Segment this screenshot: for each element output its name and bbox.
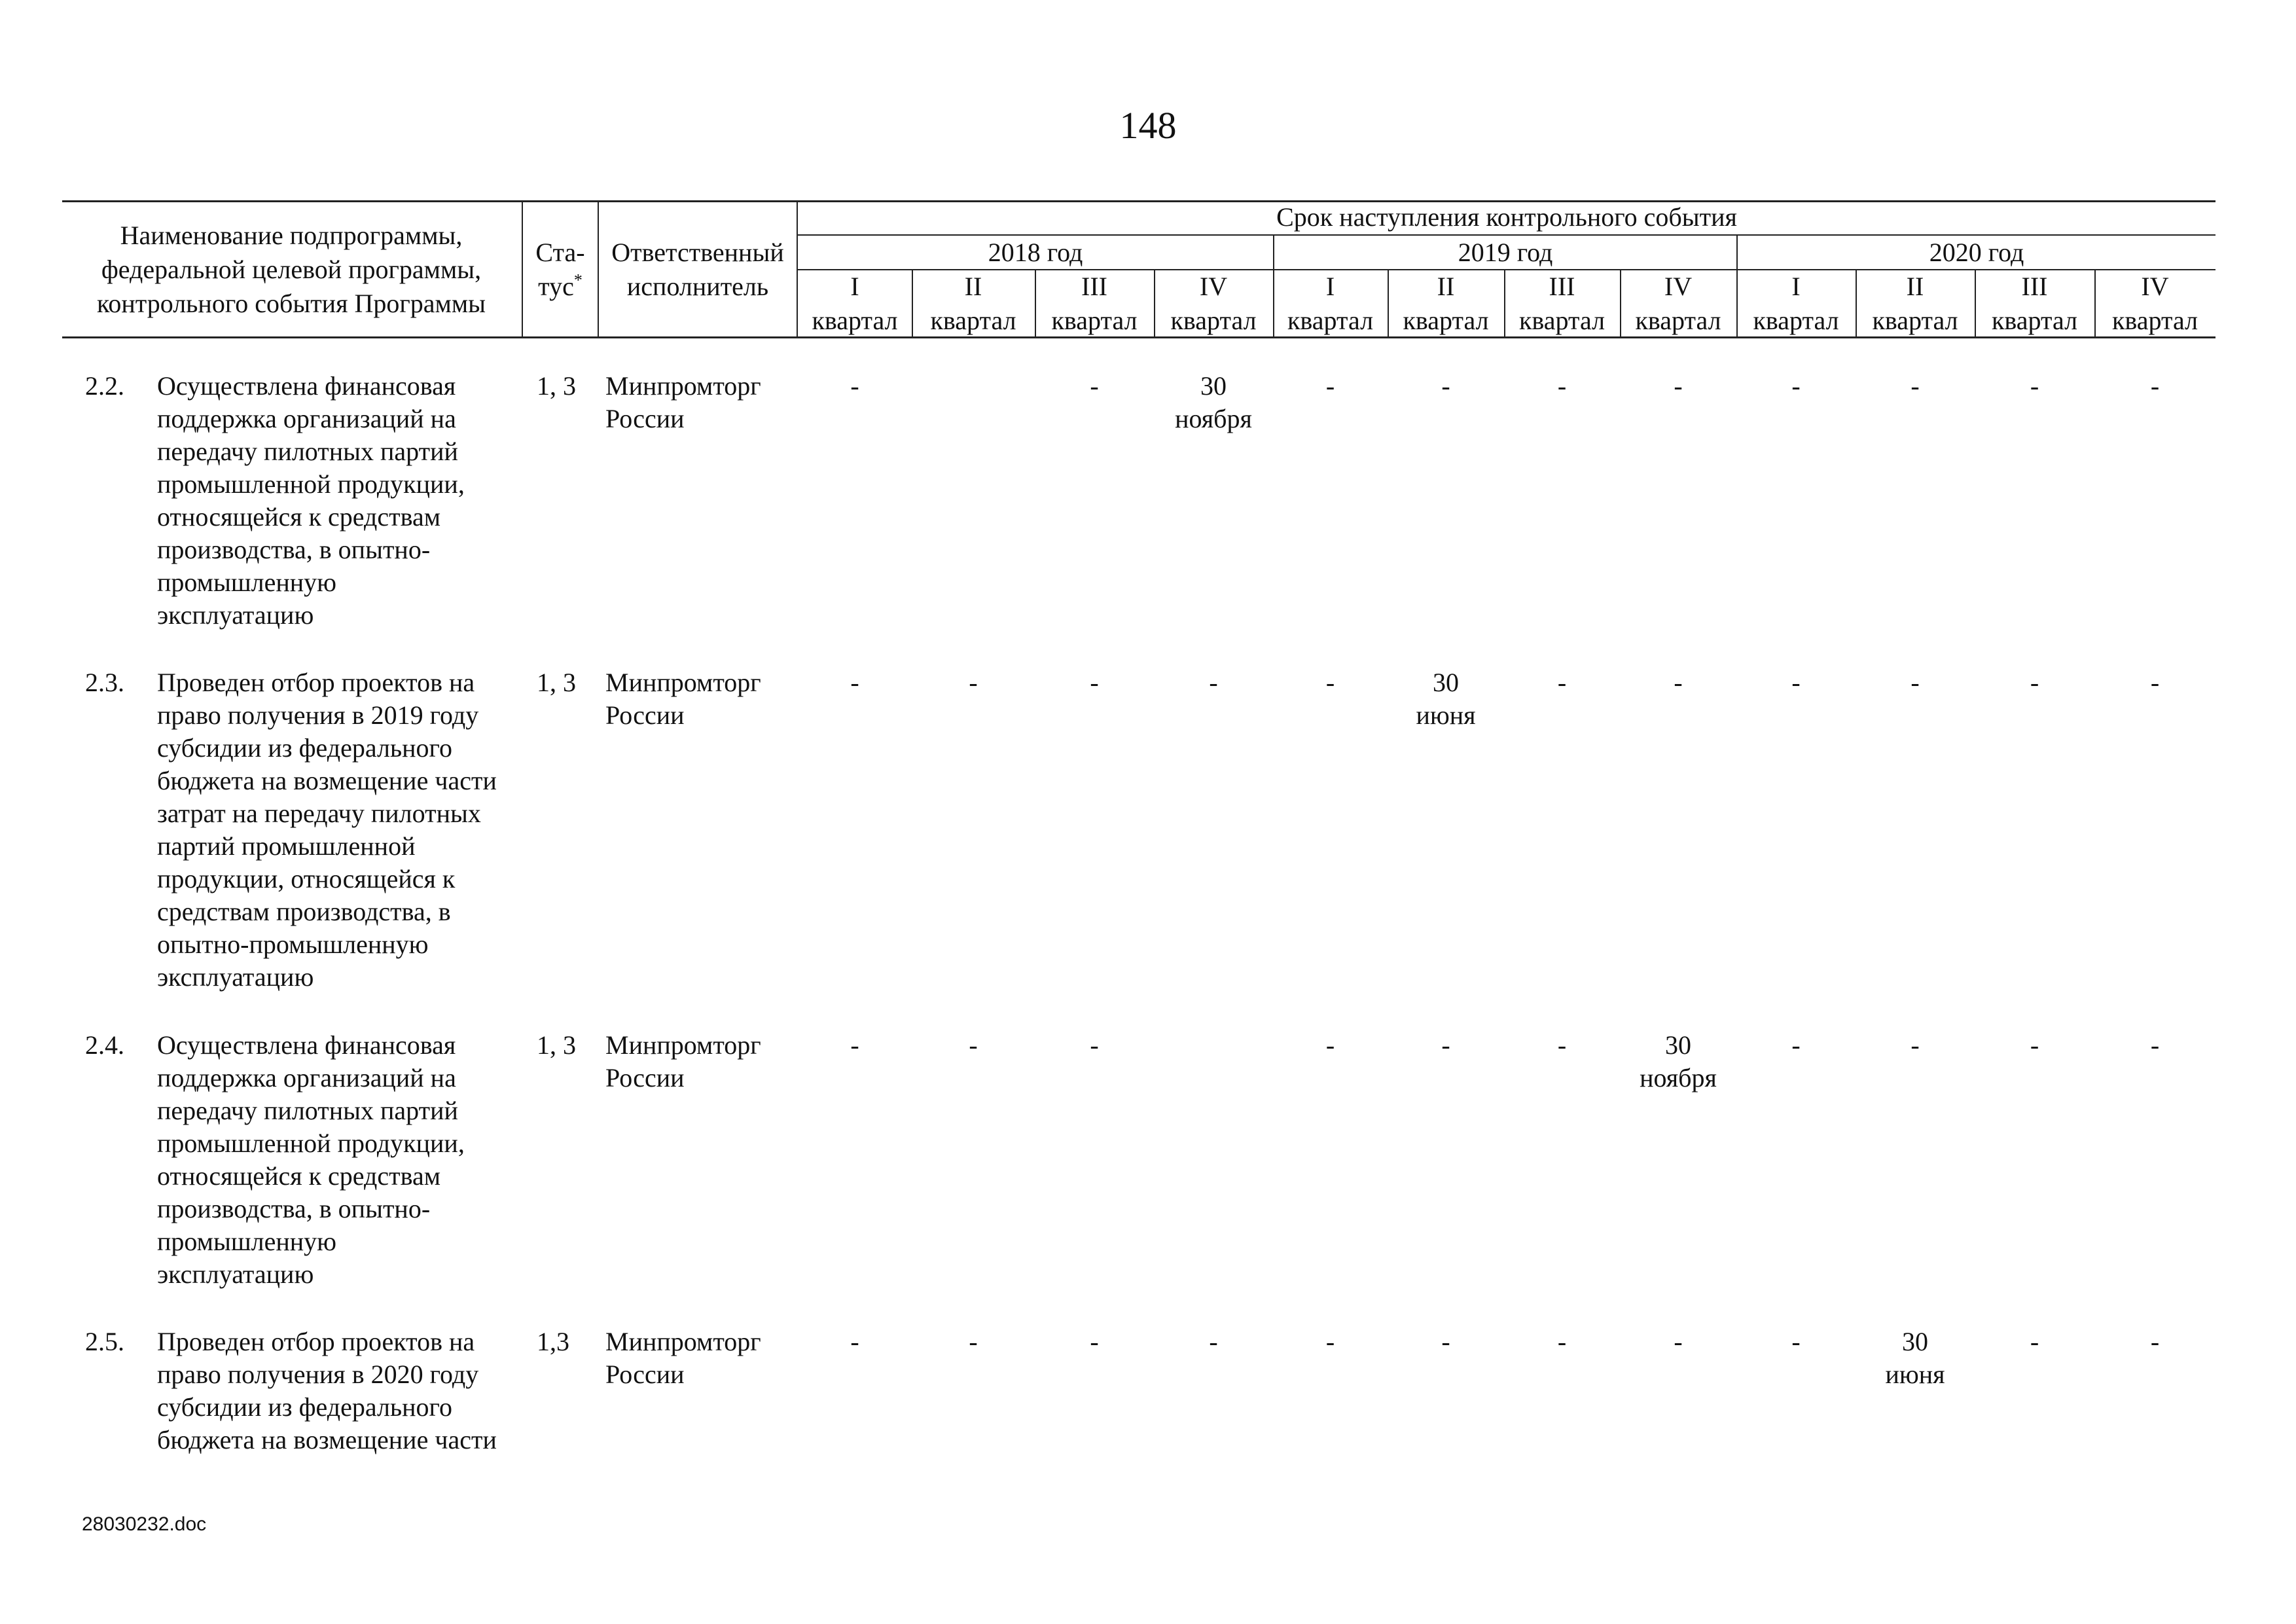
quarter-word: квартал	[1518, 306, 1605, 335]
quarter-numeral: I	[1791, 272, 1801, 301]
quarter-cell: -	[850, 1030, 859, 1060]
quarter-numeral: IV	[1199, 272, 1228, 301]
quarter-numeral: I	[850, 272, 859, 301]
quarter-numeral: III	[1549, 272, 1575, 301]
status-column-header	[524, 236, 597, 304]
quarter-cell: -	[1325, 668, 1335, 697]
quarter-header-1	[798, 270, 912, 338]
quarter-word: квартал	[930, 306, 1016, 335]
header-divider	[598, 200, 599, 338]
status-header-bottom	[524, 270, 597, 304]
quarter-cell: -	[1441, 1030, 1450, 1060]
executor-header-bottom: исполнитель	[626, 272, 769, 301]
quarter-header-8	[1620, 270, 1736, 338]
quarter-word: квартал	[2111, 306, 2198, 335]
executor-column-header	[600, 236, 796, 304]
quarter-cell: -	[1791, 668, 1801, 697]
quarter-cell: 30 ноября	[1175, 371, 1252, 433]
quarter-cell: -	[2150, 668, 2160, 697]
document-id: 28030232.doc	[82, 1513, 207, 1535]
quarter-numeral: II	[1437, 272, 1455, 301]
row-number: 2.3.	[85, 668, 124, 697]
quarter-header-2	[912, 270, 1035, 338]
quarter-cell: -	[1441, 1327, 1450, 1356]
quarter-cell: 30 ноября	[1640, 1030, 1717, 1092]
quarter-word: квартал	[1991, 306, 2078, 335]
quarter-numeral: IV	[1664, 272, 1693, 301]
quarter-word: квартал	[1170, 306, 1257, 335]
quarter-cell: -	[2150, 371, 2160, 401]
quarter-numeral: II	[964, 272, 982, 301]
quarter-cell: -	[1910, 1030, 1920, 1060]
status-value: 1, 3	[537, 1030, 576, 1060]
quarter-numeral: I	[1325, 272, 1335, 301]
quarter-cell: -	[1910, 668, 1920, 697]
quarter-cell: -	[1325, 1327, 1335, 1356]
event-name: Осуществлена финансовая поддержка организаций на передачу пилотных партий промышленной продукции, относящейся к средствам производства, в опытно- промышленную эксплуатацию	[157, 1030, 465, 1289]
quarter-cell: -	[969, 668, 978, 697]
quarter-word: квартал	[1403, 306, 1489, 335]
quarter-word: квартал	[812, 306, 898, 335]
status-header-word: тус	[538, 272, 574, 301]
year-2018: 2018 год	[988, 238, 1083, 267]
quarter-cell: -	[1090, 668, 1099, 697]
quarter-cell: -	[969, 1327, 978, 1356]
quarter-cell: -	[1557, 1030, 1567, 1060]
year-2020: 2020 год	[1929, 238, 2024, 267]
quarter-cell: -	[1557, 1327, 1567, 1356]
quarter-cell: -	[1441, 371, 1450, 401]
quarter-cell: -	[1674, 371, 1683, 401]
quarter-cell: -	[850, 668, 859, 697]
page-number: 148	[1119, 104, 1177, 147]
executor-name: Минпромторг России	[605, 668, 761, 730]
quarter-header-11	[1975, 270, 2094, 338]
deadline-title: Срок наступления контрольного события	[1276, 202, 1737, 232]
quarter-cell: -	[2030, 371, 2039, 401]
quarter-numeral: IV	[2141, 272, 2169, 301]
quarter-cell: -	[2150, 1327, 2160, 1356]
row-number: 2.2.	[85, 371, 124, 401]
executor-name: Минпромторг России	[605, 371, 761, 433]
quarter-header-4	[1154, 270, 1273, 338]
quarter-cell: -	[1090, 1327, 1099, 1356]
quarter-cell: -	[1209, 1327, 1218, 1356]
name-column-header: Наименование подпрограммы, федеральной целевой программы, контрольного события Программы	[96, 221, 486, 318]
quarter-cell: -	[1791, 1327, 1801, 1356]
quarter-cell: -	[1557, 371, 1567, 401]
status-value: 1, 3	[537, 371, 576, 401]
quarter-cell: -	[2030, 1327, 2039, 1356]
quarter-cell: -	[850, 1327, 859, 1356]
quarter-cell: 30 июня	[1885, 1327, 1945, 1389]
quarter-cell: -	[969, 1030, 978, 1060]
quarter-cell: 30 июня	[1416, 668, 1476, 730]
quarter-cell: -	[1910, 371, 1920, 401]
quarter-word: квартал	[1051, 306, 1138, 335]
event-name: Осуществлена финансовая поддержка организаций на передачу пилотных партий промышленной продукции, относящейся к средствам производства, в опытно- промышленную эксплуатацию	[157, 371, 465, 630]
quarter-header-5	[1273, 270, 1388, 338]
quarter-cell: -	[1791, 371, 1801, 401]
event-name: Проведен отбор проектов на право получения в 2019 году субсидии из федерального бюджета на возмещение части затрат на передачу пилотных партий промышленной продукции, относящейся к средствам производства, в опытно-промышленную эксплуатацию	[157, 668, 497, 992]
status-footnote-mark: *	[573, 270, 583, 290]
quarter-cell: -	[1325, 371, 1335, 401]
status-header-top: Ста-	[535, 238, 585, 267]
executor-header-top: Ответственный	[611, 238, 784, 267]
quarter-numeral: II	[1906, 272, 1924, 301]
status-value: 1, 3	[537, 668, 576, 697]
quarter-word: квартал	[1287, 306, 1374, 335]
status-value: 1,3	[537, 1327, 569, 1356]
year-2019: 2019 год	[1458, 238, 1553, 267]
quarter-cell: -	[850, 371, 859, 401]
quarter-cell: -	[2030, 1030, 2039, 1060]
quarter-cell: -	[1674, 668, 1683, 697]
quarter-cell: -	[1209, 668, 1218, 697]
quarter-cell: -	[1325, 1030, 1335, 1060]
quarter-cell: -	[1557, 668, 1567, 697]
quarter-cell: -	[1090, 371, 1099, 401]
quarter-header-6	[1388, 270, 1504, 338]
quarter-header-7	[1504, 270, 1620, 338]
quarter-word: квартал	[1872, 306, 1958, 335]
executor-name: Минпромторг России	[605, 1030, 761, 1092]
row-number: 2.5.	[85, 1327, 124, 1356]
event-name: Проведен отбор проектов на право получения в 2020 году субсидии из федерального бюджета на возмещение части	[157, 1327, 497, 1454]
executor-name: Минпромторг России	[605, 1327, 761, 1389]
header-divider	[522, 200, 523, 338]
quarter-cell: -	[2030, 668, 2039, 697]
quarter-header-10	[1856, 270, 1975, 338]
quarter-header-9	[1736, 270, 1856, 338]
quarter-cell: -	[1090, 1030, 1099, 1060]
quarter-header-12	[2094, 270, 2215, 338]
quarter-word: квартал	[1753, 306, 1839, 335]
quarter-cell: -	[1674, 1327, 1683, 1356]
quarter-header-3	[1035, 270, 1154, 338]
quarter-cell: -	[2150, 1030, 2160, 1060]
row-number: 2.4.	[85, 1030, 124, 1060]
quarter-word: квартал	[1635, 306, 1721, 335]
quarter-cell: -	[1791, 1030, 1801, 1060]
quarter-numeral: III	[1081, 272, 1107, 301]
quarter-numeral: III	[2021, 272, 2048, 301]
